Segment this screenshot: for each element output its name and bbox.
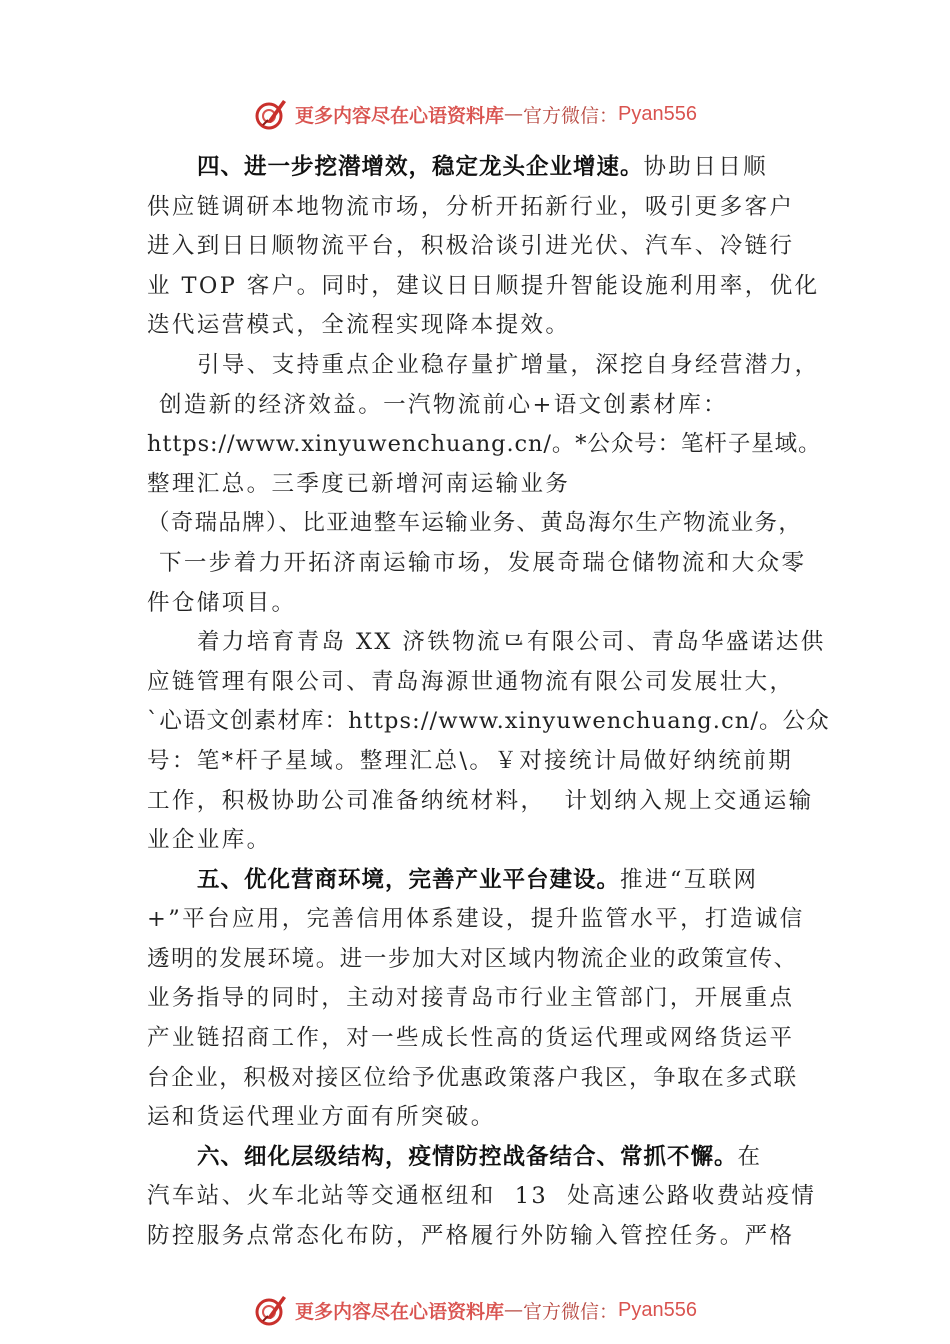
paragraph-line: 号：笔*杆子星域。整理汇总\。￥对接统计局做好纳统前期: [147, 747, 794, 774]
paragraph-line: https://www.xinyuwenchuang.cn/。*公众号：笔杆子星域。: [147, 431, 822, 458]
paragraph-line: 业企业库。: [147, 827, 272, 854]
paragraph-line: 防控服务点常态化布防，严格履行外防输入管控任务。严格: [147, 1223, 795, 1250]
paragraph-line: [147, 148, 837, 188]
paragraph-line: 应链管理有限公司、青岛海源世通物流有限公司发展壮大，: [147, 668, 795, 695]
quill-logo-icon: [253, 1292, 289, 1328]
paragraph-text: 在: [737, 1143, 763, 1170]
paragraph-line: 件仓储项目。: [147, 589, 297, 616]
paragraph-line: 业务指导的同时，主动对接青岛市行业主管部门，开展重点: [147, 985, 795, 1012]
paragraph-text: 协助日日顺: [643, 154, 769, 180]
paragraph-line: [147, 1138, 837, 1178]
paragraph-line: 下一步着力开拓济南运输市场，发展奇瑞仓储物流和大众零: [159, 549, 807, 576]
watermark-sub-text: 官方微信：: [523, 104, 619, 127]
paragraph-line: 产业链招商工作，对一些成长性高的货运代理或网络货运平: [147, 1025, 795, 1052]
paragraph-line: +”平台应用，完善信用体系建设，提升监管水平，打造诚信: [147, 906, 805, 933]
paragraph-line: 整理汇总。三季度已新增河南运输业务: [147, 470, 571, 497]
document-body: [147, 148, 837, 1257]
paragraph-line: 供应链调研本地物流市场，分析开拓新行业，吸引更多客户: [147, 193, 795, 220]
paragraph-line: 台企业，积极对接区位给予优惠政策落户我区，争取在多式联: [147, 1064, 798, 1091]
watermark-main-text: 更多内容尽在心语资料库: [295, 1300, 505, 1323]
paragraph-line: 汽车站、火车北站等交通枢纽和 13 处高速公路收费站疫情: [147, 1183, 817, 1210]
watermark-sub-text: 官方微信：: [523, 1300, 619, 1323]
watermark-separator: —: [504, 103, 524, 125]
section-heading-5: 五、优化营商环境，完善产业平台建设。: [197, 866, 621, 893]
paragraph-line: 引导、支持重点企业稳存量扩增量，深挖自身经营潜力，: [197, 351, 820, 378]
paragraph-line: 运和货运代理业方面有所突破。: [147, 1104, 496, 1131]
watermark-banner-bottom: [0, 1290, 950, 1330]
paragraph-line: （奇瑞品牌）、比亚迪整车运输业务、黄岛海尔生产物流业务，: [147, 510, 803, 537]
quill-logo-icon: [253, 96, 289, 132]
watermark-wechat-id: Pyan556: [618, 1298, 697, 1321]
watermark-separator: —: [504, 1299, 524, 1321]
watermark-banner-top: [0, 94, 950, 134]
section-heading-4: 四、进一步挖潜增效，稳定龙头企业增速。: [197, 154, 644, 180]
paragraph-line: 进入到日日顺物流平台，积极洽谈引进光伏、汽车、冷链行: [147, 233, 795, 260]
paragraph-line: 迭代运营模式，全流程实现降本提效。: [147, 312, 571, 339]
watermark-main-text: 更多内容尽在心语资料库: [295, 104, 505, 127]
paragraph-text: 推进“互联网: [620, 866, 759, 893]
paragraph-line: 业 TOP 客户。同时，建议日日顺提升智能设施利用率，优化: [147, 272, 820, 299]
watermark-wechat-id: Pyan556: [618, 102, 697, 125]
paragraph-line: 透明的发展环境。进一步加大对区域内物流企业的政策宣传、: [147, 945, 798, 972]
paragraph-line: 工作，积极协助公司准备纳统材料， 计划纳入规上交通运输: [147, 787, 814, 814]
paragraph-line: `心语文创素材库：https://www.xinyuwenchuang.cn/。公众: [147, 708, 830, 735]
section-heading-6: 六、细化层级结构，疫情防控战备结合、常抓不懈。: [197, 1143, 738, 1170]
paragraph-line: 着力培育青岛 XX 济铁物流⺋有限公司、青岛华盛诺达供: [197, 629, 826, 656]
paragraph-line: 创造新的经济效益。一汽物流前心+语文创素材库：: [159, 391, 729, 418]
paragraph-line: [147, 861, 837, 901]
